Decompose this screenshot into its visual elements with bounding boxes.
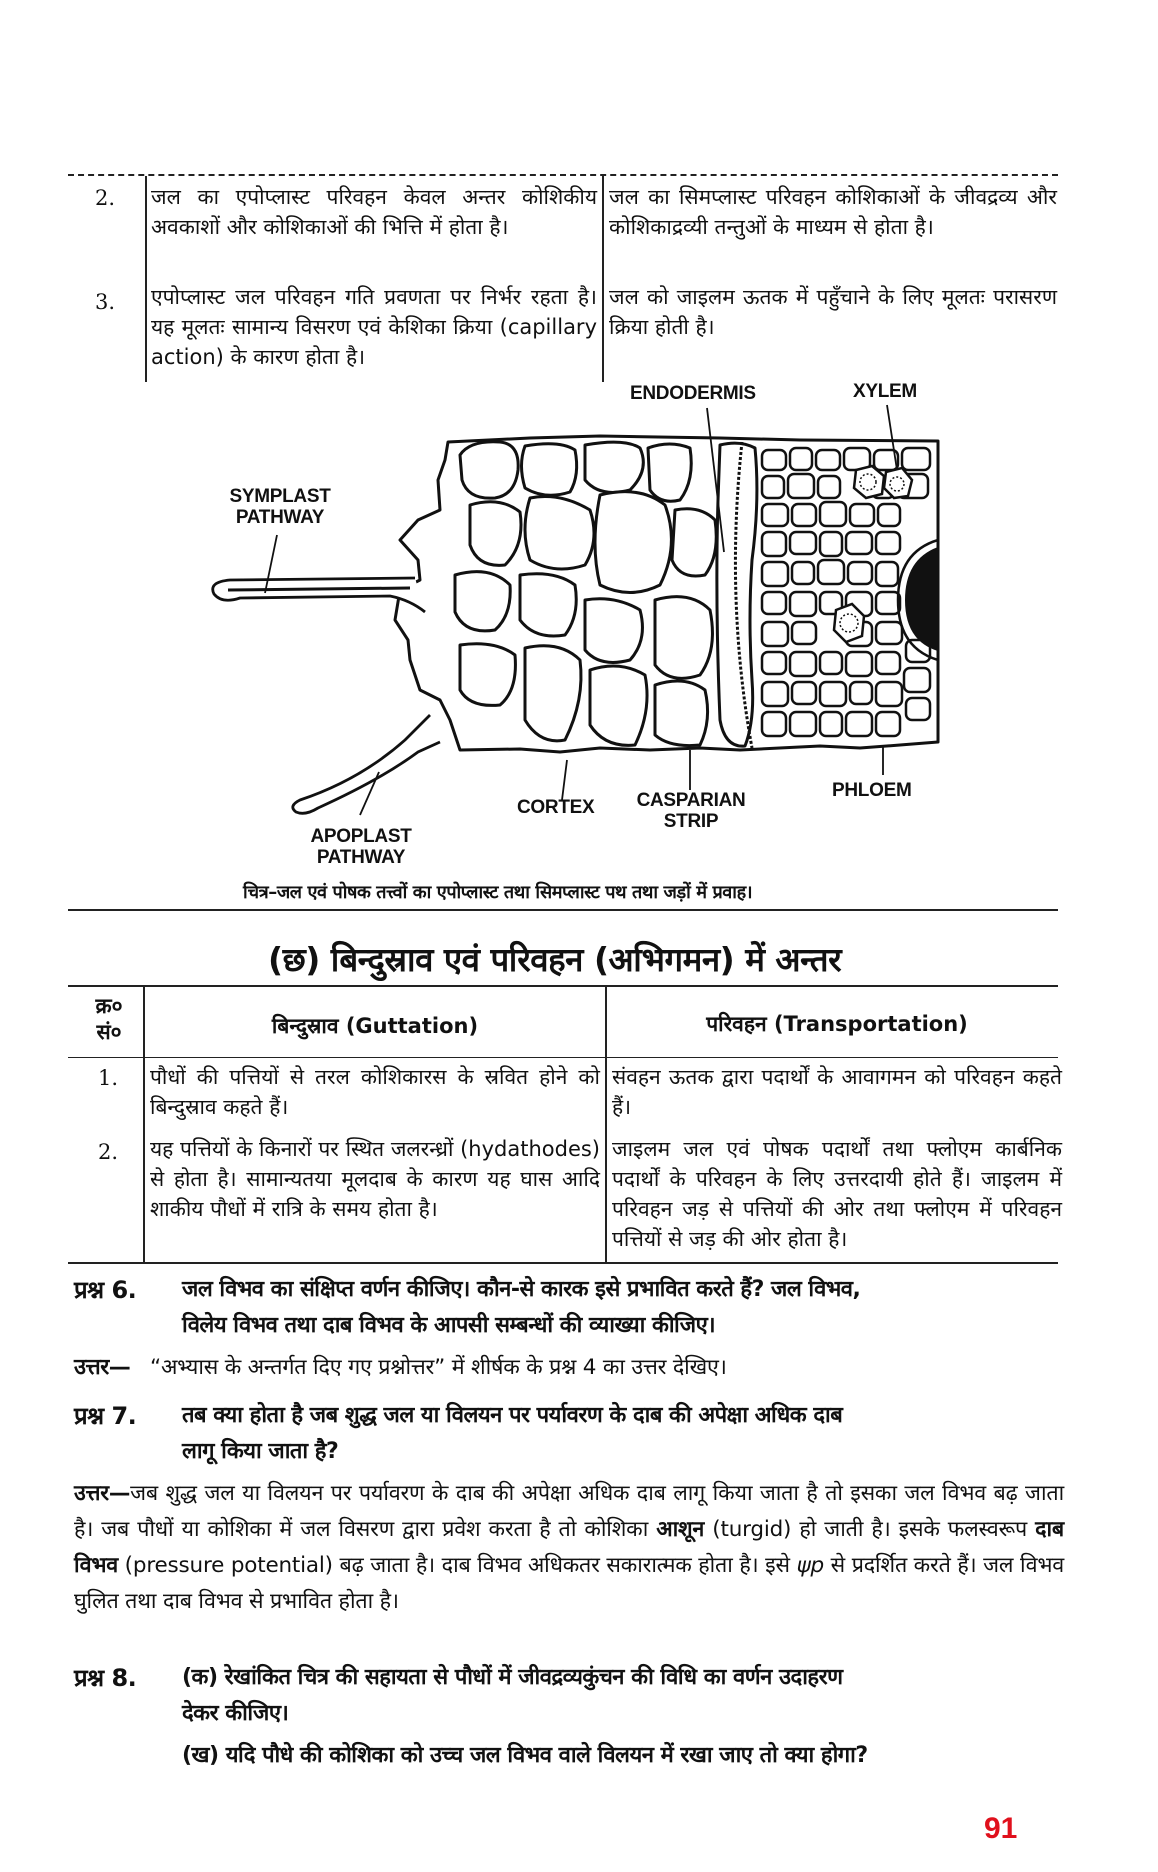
caption-rule [68,909,1058,911]
guttation-cell: पौधों की पत्तियों से तरल कोशिकारस के स्रवित होने को बिन्दुस्राव कहते हैं। [150,1065,600,1119]
question-part-a-line1: (क) रेखांकित चित्र की सहायता से पौधों में जीवद्रव्यकुंचन की विधि का वर्णन उदाहरण [182,1665,843,1690]
answer-label: उत्तर— [74,1481,131,1506]
root-cross-section-diagram [0,0,1158,880]
label-xylem: XYLEM [853,381,917,402]
table-col-divider-1 [143,986,145,1262]
section-heading: (छ) बिन्दुस्राव एवं परिवहन (अभिगमन) में अन्तर [268,940,842,979]
header-transportation: परिवहन (Transportation) [706,1012,968,1036]
question-text-line2: विलेय विभव तथा दाब विभव के आपसी सम्बन्धों की व्याख्या कीजिए। [182,1313,716,1338]
transportation-cell: जाइलम जल एवं पोषक पदार्थों तथा फ्लोएम कार्बनिक पदार्थों के परिवहन के लिए उत्तरदायी होते हैं। जाइलम में परिवहन जड़ से पत्तियों की ओर तथा फ्लोएम में परिवहन पत्तियों से जड़ की ओर होता है। [612,1137,1062,1251]
answer-7: उत्तर—जब शुद्ध जल या विलयन पर पर्यावरण के दाब की अपेक्षा अधिक दाब लागू किया जाता है तो इसका जल विभव बढ़ जाता है। जब पौधों या कोशिका में जल विसरण द्वारा प्रवेश करता है तो कोशिका आशून (turgid) हो जाती है। इसके फलस्वरूप दाब विभव (pressure potential) बढ़ जाता है। दाब विभव अधिकतर सकारात्मक होता है। इसे ψp से प्रदर्शित करते हैं। जल विभव घुलित तथा दाब विभव से प्रभावित होता है। [74,1481,1064,1614]
question-part-b: (ख) यदि पौधे की कोशिका को उच्च जल विभव वाले विलयन में रखा जाए तो क्या होगा? [182,1743,868,1768]
answer-text: “अभ्यास के अन्तर्गत दिए गए प्रश्नोत्तर” में शीर्षक के प्रश्न 4 का उत्तर देखिए। [150,1355,727,1380]
label-apoplast-line1: APOPLAST [310,826,412,847]
page-number: 91 [984,1812,1018,1845]
label-apoplast-pathway [300,826,422,868]
label-casparian-line2: STRIP [663,811,719,832]
label-phloem: PHLOEM [832,780,912,801]
answer-label: उत्तर— [74,1355,131,1380]
question-label: प्रश्न 6. [74,1276,137,1304]
header-guttation: बिन्दुस्राव (Guttation) [271,1014,479,1038]
psi-p-symbol: ψp [796,1553,824,1578]
row-number: 3. [95,290,116,314]
label-symplast-pathway [220,486,340,528]
table-col-divider-2 [605,986,607,1262]
label-casparian-strip [626,790,756,832]
question-label: प्रश्न 7. [74,1402,137,1430]
label-symplast-line1: SYMPLAST [229,486,331,507]
question-label: प्रश्न 8. [74,1664,137,1692]
guttation-cell: यह पत्तियों के किनारों पर स्थित जलरन्ध्रों (hydathodes) से होता है। सामान्यतया मूलदाब के कारण यह घास आदि शाकीय पौधों में रात्रि के समय होता है। [150,1137,600,1221]
row-number: 1. [98,1066,119,1090]
term-pressure-potential: दाब विभव [74,1517,1064,1578]
label-cortex: CORTEX [517,797,595,818]
heading-rule [68,985,1058,987]
label-symplast-line2: PATHWAY [235,507,325,528]
apoplast-cell: जल का एपोप्लास्ट परिवहन केवल अन्तर कोशिकीय अवकाशों और कोशिकाओं की भित्ति में होता है। [151,185,597,239]
table-bottom-rule [68,1262,1058,1264]
question-text-line1: जल विभव का संक्षिप्त वर्णन कीजिए। कौन-से कारक इसे प्रभावित करते हैं? जल विभव, [182,1277,861,1302]
label-endodermis: ENDODERMIS [630,383,756,404]
question-part-a-line2: देकर कीजिए। [182,1701,289,1726]
transportation-cell: संवहन ऊतक द्वारा पदार्थों के आवागमन को परिवहन कहते हैं। [612,1065,1062,1119]
figure-caption: चित्र–जल एवं पोषक तत्त्वों का एपोप्लास्ट तथा सिमप्लास्ट पथ तथा जड़ों में प्रवाह। [243,882,753,903]
label-casparian-line1: CASPARIAN [636,790,746,811]
header-serial-number: क्र० सं० [95,994,123,1044]
apoplast-cell: एपोप्लास्ट जल परिवहन गति प्रवणता पर निर्भर रहता है। यह मूलतः सामान्य विसरण एवं केशिका क्रिया (capillary action) के कारण होता है। [151,285,597,369]
term-turgid: आशून [656,1517,705,1542]
question-text-line2: लागू किया जाता है? [182,1439,339,1464]
row-number: 2. [98,1140,119,1164]
symplast-cell: जल का सिमप्लास्ट परिवहन कोशिकाओं के जीवद्रव्य और कोशिकाद्रव्यी तन्तुओं के माध्यम से होता है। [609,185,1057,239]
label-apoplast-line2: PATHWAY [316,847,406,868]
header-rule [68,1057,1058,1058]
row-number: 2. [95,186,116,210]
symplast-cell: जल को जाइलम ऊतक में पहुँचाने के लिए मूलतः परासरण क्रिया होती है। [609,285,1057,339]
question-text-line1: तब क्या होता है जब शुद्ध जल या विलयन पर पर्यावरण के दाब की अपेक्षा अधिक दाब [182,1403,843,1428]
